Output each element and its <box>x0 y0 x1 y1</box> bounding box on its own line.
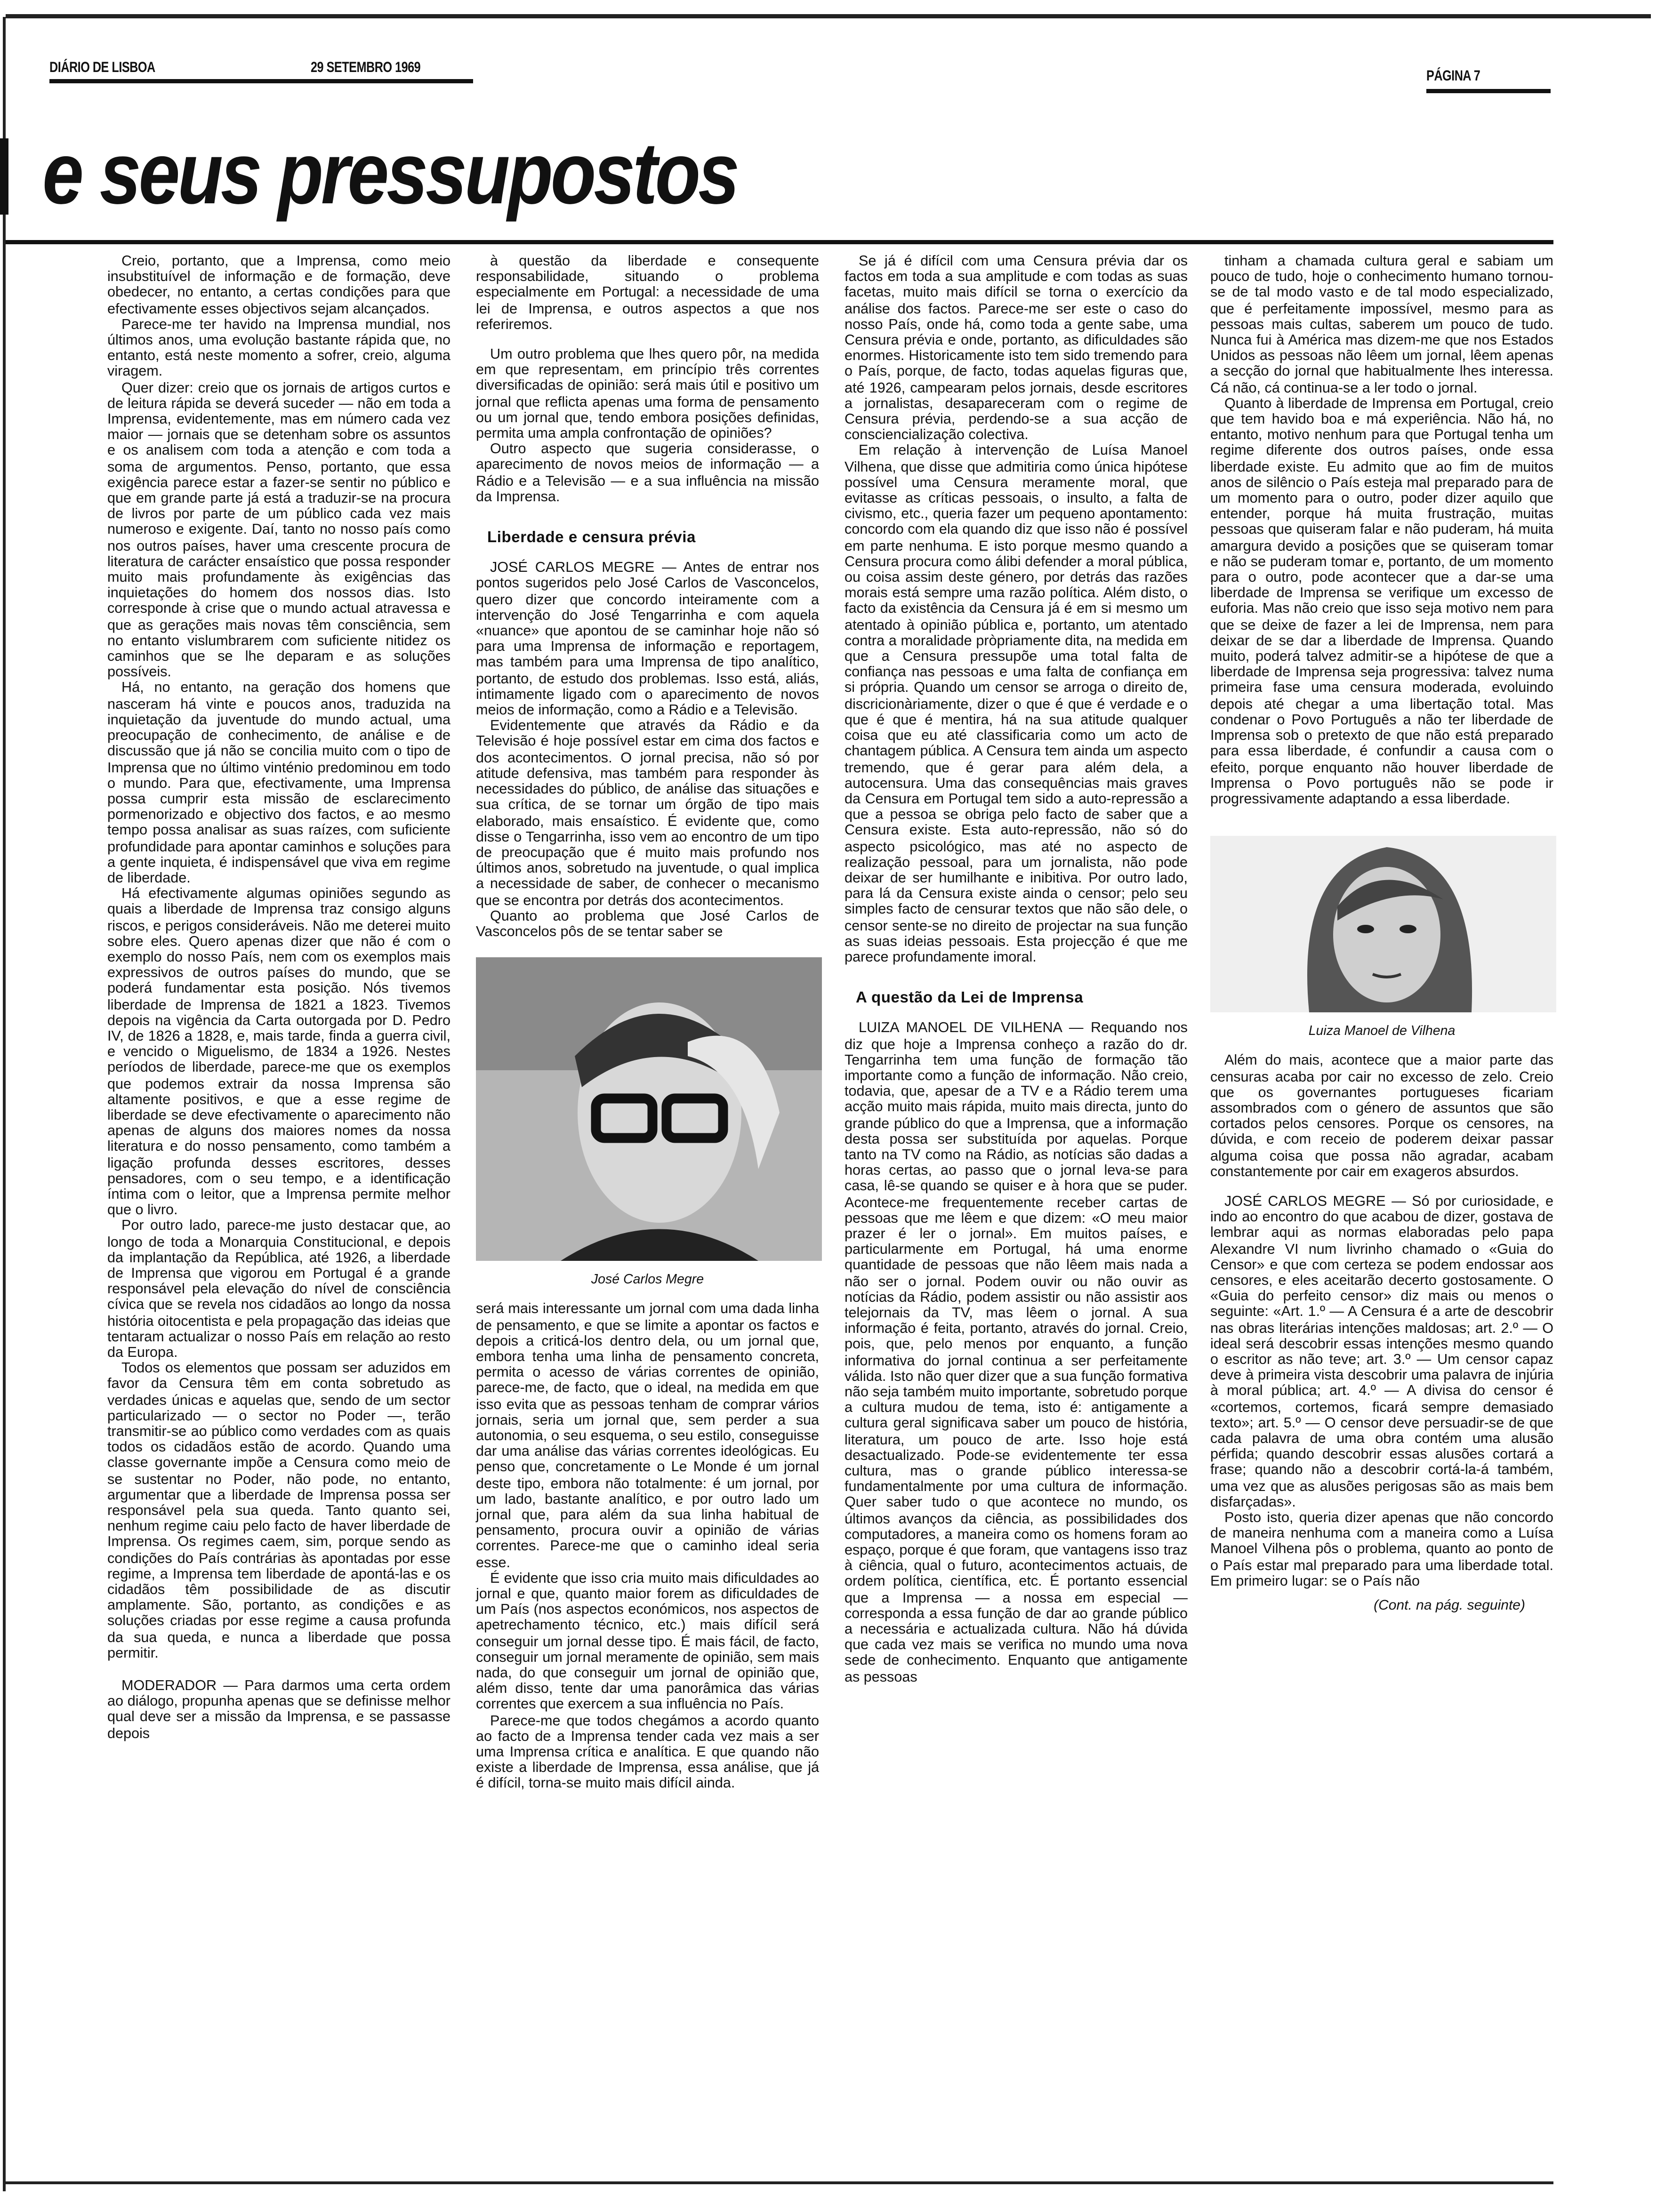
paragraph: Evidentemente que através da Rádio e da Televisão é hoje possível estar em cima dos factos e dos acontecimentos. O jornal precisa, não só por atitude defensiva, mas também para responder às necessidades do público, de análise das situações e sua crítica, de se tornar um órgão de tipo mais elaborado, mais ensaístico. É evidente que, como disse o Tengarrinha, isso vem ao encontro de um tipo de preocupação que é muito mais profundo nos últimos anos, sobretudo na juventude, o qual implica a necessidade de saber, de conhecer o mecanismo que se encontra por detrás dos acontecimentos. <box>476 719 819 909</box>
paragraph: Quanto ao problema que José Carlos de Vasconcelos pôs de se tentar saber se <box>476 909 819 940</box>
paragraph: É evidente que isso cria muito mais dificuldades ao jornal e que, quanto maior forem as dificuldades de um País (nos aspectos económicos, nos aspectos de apetrechamento técnico, etc.) mais difícil será conseguir um jornal desse tipo. É mais fácil, de facto, conseguir um jornal meramente de opinião, sem mais nada, do que conseguir um jornal de opinião que, além disso, tente dar uma panorâmica das várias correntes que exercem a sua influência no País. <box>476 1571 819 1714</box>
top-edge-rule <box>6 14 1651 18</box>
photo-jose-carlos-megre <box>476 957 822 1261</box>
portrait-man-image <box>476 957 822 1261</box>
paragraph: MODERADOR — Para darmos uma certa ordem ao diálogo, propunha apenas que se definisse melhor qual deve ser a missão da Imprensa, e se passasse depois <box>107 1679 450 1742</box>
header-underline <box>49 79 473 83</box>
paragraph: Em relação à intervenção de Luísa Manoel Vilhena, que disse que admitiria como única hipótese possível uma Censura meramente moral, que evitasse as críticas pessoais, o insulto, a falta de civismo, etc., queria fazer um pequeno apontamento: concordo com ela quando diz que isso não é possível em parte nenhuma. E isto porque mesmo quando a Censura procura como álibi defender a moral pública, ou coisa assim deste género, por detrás das razões morais está sempre uma razão política. Além disto, o facto da existência da Censura já é em si mesmo um atentado à opinião pública e, portanto, um atentado contra a moralidade pròpriamente dita, na medida em que a Censura pressupõe uma total falta de confiança nas pessoas e uma falta de confiança em si própria. Quando um censor se arroga o direito de, discricionàriamente, dizer o que é que é verdade e o que é que é mentira, há na sua atitude qualquer coisa que eu até classificaria como um acto de chantagem pública. A Censura tem ainda um aspecto tremendo, que é gerar para além dela, a autocensura. Uma das consequências mais graves da Censura em Portugal tem sido a auto-repressão a que a pessoa se obriga pelo facto de saber que a Censura existe. Esta auto-repressão, não só do aspecto psicológico, mas até no aspecto de realização pessoal, para um jornalista, não pode deixar de ser humilhante e inibitiva. Por outro lado, para lá da Censura existe ainda o censor; pelo seu simples facto de censurar textos que não são dele, o censor sente-se no direito de projectar na sua função as suas ideias pessoais. Esta projecção é que me parece profundamente imoral. <box>845 444 1188 966</box>
page-number-underline <box>1426 89 1551 93</box>
paragraph: JOSÉ CARLOS MEGRE — Antes de entrar nos pontos sugeridos pelo José Carlos de Vasconcelos, quero dizer que concordo inteiramente com a intervenção do José Tengarrinha e com aquela «nuance» que apontou de se caminhar hoje não só para uma Imprensa de informação e reportagem, mas também para uma Imprensa de tipo analítico, portanto, de estudo dos problemas. Isso está, aliás, intimamente ligado com o aparecimento de novos meios de informação, como a Rádio e a Televisão. <box>476 561 819 719</box>
paragraph: à questão da liberdade e consequente responsabilidade, situando o problema especialmente em Portugal: a necessidade de uma lei de Imprensa, e outros aspectos a que nos referiremos. <box>476 254 819 333</box>
paragraph: Além do mais, acontece que a maior parte das censuras acaba por cair no excesso de zelo. Creio que os governantes portugueses ficariam assombrados com o género de assuntos que são cortados pelos censores. Porque os censores, na dúvida, e com receio de poderem deixar passar alguma coisa que possa não agradar, acabam constantemente por cair em exageros absurdos. <box>1210 1053 1553 1180</box>
left-edge-rule <box>3 17 5 2191</box>
paragraph: tinham a chamada cultura geral e sabiam um pouco de tudo, hoje o conhecimento humano tornou-se de tal modo vasto e de tal modo especializado, que é perfeitamente impossível, mesmo para as pessoas mais cultas, saberem um pouco de tudo. Nunca fui à América mas dizem-me que nos Estados Unidos as pessoas não lêem um jornal, lêem apenas a secção do jornal que habitualmente lhes interessa. Cá não, cá continua-se a ler todo o jornal. <box>1210 254 1553 396</box>
paragraph: Parece-me que todos chegámos a acordo quanto ao facto de a Imprensa tender cada vez mais a ser uma Imprensa crítica e analítica. E que quando não existe a liberdade de Imprensa, essa análise, que já é difícil, torna-se muito mais difícil ainda. <box>476 1713 819 1793</box>
column-2 <box>476 254 819 1793</box>
bottom-rule <box>6 2181 1553 2184</box>
paragraph: Quanto à liberdade de Imprensa em Portugal, creio que tem havido boa e má experiência. Não há, no entanto, motivo nenhum para que Portugal tenha um regime diferente dos outros países, onde essa liberdade existe. Eu admito que ao fim de muitos anos de silêncio o País esteja mal preparado para de um momento para o outro, poder dizer aquilo que entender, porque há muita frustração, muitas pessoas que quiseram falar e não puderam, há muita amargura devido a posições que se quiseram tomar e não se puderam tomar e, portanto, de um momento para o outro, pode acontecer que a dar-se uma liberdade de Imprensa se verifique um excesso de euforia. Mas não creio que isso seja motivo nem para que se deixe de fazer a lei de Imprensa, nem para deixar de se dar a liberdade de Imprensa. Quando muito, poderá talvez admitir-se a hipótese de que a liberdade de Imprensa seja progressiva: talvez numa primeira fase uma censura moderada, evoluindo depois até chegar a uma libertação total. Mas condenar o Povo Português a não ter liberdade de Imprensa sob o pretexto de que não está preparado para essa liberdade, é confundir a causa com o efeito, porque enquanto não houver liberdade de Imprensa o Povo português não se pode ir progressivamente adaptando a essa liberdade. <box>1210 396 1553 808</box>
paragraph: Parece-me ter havido na Imprensa mundial, nos últimos anos, uma evolução bastante rápida que, no entanto, está neste momento a sofrer, creio, alguma viragem. <box>107 317 450 381</box>
page-number: PÁGINA 7 <box>1426 68 1480 85</box>
photo-caption: Luiza Manoel de Vilhena <box>1308 1024 1456 1040</box>
paragraph: será mais interessante um jornal com uma dada linha de pensamento, e que se limite a apontar os factos e depois a criticá-los dentro dela, ou um jornal que, embora tenha uma linha de pensamento concreta, permita o acesso de várias correntes de opinião, parece-me, de facto, que o ideal, na medida em que isso evita que as pessoas tenham de comprar vários jornais, seria um jornal que, sem perder a sua autonomia, o seu esquema, o seu estilo, conseguisse dar uma análise das várias correntes ideológicas. Eu penso que, concretamente o Le Monde é um jornal deste tipo, embora não totalmente: é um jornal, por um lado, bastante analítico, e por outro lado um jornal que, para além da sua linha habitual de pensamento, procura ouvir a opinião de várias correntes. Parece-me que o caminho ideal seria esse. <box>476 1302 819 1571</box>
subheading: A questão da Lei de Imprensa <box>856 990 1084 1007</box>
column-3 <box>845 254 1188 1686</box>
column-4 <box>1210 254 1553 1614</box>
continued-note: (Cont. na pág. seguinte) <box>1374 1598 1525 1614</box>
paragraph: Um outro problema que lhes quero pôr, na medida em que representam, em princípio três correntes diversificadas de opinião: será mais útil e positivo um jornal que reflicta apenas uma forma de pensamento ou um jornal que, tendo embora posições definidas, permita uma ampla confrontação de opiniões? <box>476 347 819 442</box>
paragraph: Há, no entanto, na geração dos homens que nasceram há vinte e poucos anos, traduzida na inquietação da juventude do mundo actual, uma preocupação de conhecimento, de análise e de discussão que já não se concilia muito com o tipo de Imprensa que no último vinténio predominou em todo o mundo. Para que, efectivamente, uma Imprensa possa cumprir esta missão de esclarecimento pormenorizado e objectivo dos factos, e ao mesmo tempo possa analisar as suas raízes, com suficiente profundidade para apontar caminhos e soluções para a gente inquieta, é indispensável que viva em regime de liberdade. <box>107 681 450 887</box>
paragraph: Há efectivamente algumas opiniões segundo as quais a liberdade de Imprensa traz consigo alguns riscos, e perigos consideráveis. Não me deterei muito sobre eles. Quero apenas dizer que não é com o exemplo do nosso País, nem com os exemplos mais expressivos de outros países do mundo, que se poderá fundamentar esta posição. Nós tivemos liberdade de Imprensa de 1821 a 1823. Tivemos depois na vigência da Carta outorgada por D. Pedro IV, de 1826 a 1828, e, mais tarde, finda a guerra civil, e vencido o Miguelismo, de 1834 a 1926. Nestes períodos de liberdade, parece-me que os exemplos que podemos extrair da nossa Imprensa são altamente positivos, e que a esse regime de liberdade se deve efectivamente o aparecimento não apenas de alguns dos maiores nomes da nossa literatura e do nosso pensamento, como também a ligação profunda desses escritores, desses pensadores, com o seu tempo, e a identificação íntima com o leitor, que a Imprensa permite melhor que o livro. <box>107 887 450 1219</box>
paragraph: JOSÉ CARLOS MEGRE — Só por curiosidade, e indo ao encontro do que acabou de dizer, gostava de lembrar aqui as normas elaboradas pelo papa Alexandre VI num livrinho chamado o «Guia do Censor» e que com certeza se podem endossar aos censores, e eles aceitarão decerto gostosamente. O «Guia do perfeito censor» diz mais ou menos o seguinte: «Art. 1.º — A Censura é a arte de descobrir nas obras literárias intenções maldosas; art. 2.º — O ideal será descobrir essas intenções mesmo quando o escritor as não teve; art. 3.º — Um censor capaz deve à primeira vista descobrir uma palavra de injúria à moral pública; art. 4.º — A divisa do censor é «cortemos, cortemos, ficará sempre demasiado texto»; art. 5.º — O censor deve persuadir-se de que cada palavra de uma obra contém uma alusão pérfida; quando descobrir essas alusões cortará a frase; quando não a descobrir cortá-la-á também, uma vez que as alusões perigosas são as mais bem disfarçadas». <box>1210 1194 1553 1511</box>
article-title: e seus pressupostos <box>42 126 737 223</box>
paragraph: Creio, portanto, que a Imprensa, como meio insubstituível de informação e de formação, deve obedecer, no entanto, a certas condições para que efectivamente esses objectivos sejam alcançados. <box>107 254 450 317</box>
paragraph: Todos os elementos que possam ser aduzidos em favor da Censura têm em conta sobretudo as verdades únicas e aquelas que, sendo de um sector particularizado — o sector no Poder —, terão transmitir-se ao público como verdades com as quais todos os cidadãos estão de acordo. Quando uma classe governante impõe a Censura como meio de se sustentar no Poder, não pode, no entanto, argumentar que a liberdade de Imprensa possa ser responsável pela sua queda. Tanto quanto sei, nenhum regime caiu pelo facto de haver liberdade de Imprensa. Os regimes caem, sim, porque sendo as condições do País contrárias às apontadas por esse regime, a Imprensa tem liberdade de apontá-las e os cidadãos têm possibilidade de as discutir amplamente. São, portanto, as condições e as soluções criadas por esse regime a causa profunda da sua queda, e nunca a liberdade que possa permitir. <box>107 1361 450 1662</box>
paragraph: Posto isto, queria dizer apenas que não concordo de maneira nenhuma com a maneira como a Luísa Manoel Vilhena pôs o problema, quanto ao ponto de o País estar mal preparado para uma liberdade total. Em primeiro lugar: se o País não <box>1210 1511 1553 1590</box>
column-1 <box>107 254 450 1742</box>
paragraph: Outro aspecto que sugeria considerasse, o aparecimento de novos meios de informação — a Rádio e a Televisão — e a sua influência na missão da Imprensa. <box>476 442 819 505</box>
title-rule <box>6 240 1553 244</box>
paragraph: Quer dizer: creio que os jornais de artigos curtos e de leitura rápida se deverá suceder — não em toda a Imprensa, evidentemente, mas em número cada vez maior — jornais que se detenham sobre os assuntos e os analisem com toda a atenção e com toda a soma de argumentos. Penso, portanto, que essa exigência parece estar a fazer-se sentir no público e que em grande parte já está a traduzir-se na procura de livros por parte de um público cada vez mais numeroso e exigente. Daí, tanto no nosso país como nos outros países, haver uma crescente procura de literatura de carácter ensaístico que possa responder muito mais profundamente às exigências das inquietações do homem dos nossos dias. Isto corresponde à crise que o mundo actual atravessa e que as gerações mais novas têm consciência, sem no entanto vislumbrarem com suficiente nitidez os caminhos que se lhe deparam e as soluções possíveis. <box>107 380 450 681</box>
paragraph: Por outro lado, parece-me justo destacar que, ao longo de toda a Monarquia Constitucional, e depois da implantação da República, até 1926, a liberdade de Imprensa que vigorou em Portugal é a grande responsável pela elevação do nível de consciência cívica que se revela nos cidadãos ao longo da nossa história oitocentista e pela propagação das ideias que tentaram actualizar o nosso País em relação ao resto da Europa. <box>107 1219 450 1362</box>
title-left-bar <box>0 138 8 215</box>
subheading: Liberdade e censura prévia <box>487 529 696 547</box>
newspaper-name: DIÁRIO DE LISBOA <box>49 59 155 76</box>
photo-caption: José Carlos Megre <box>591 1272 704 1288</box>
paragraph: Se já é difícil com uma Censura prévia dar os factos em toda a sua amplitude e com todas as suas facetas, muito mais difícil se torna o exercício da análise dos factos. Parece-me ser este o caso do nosso País, onde há, como toda a gente sabe, uma Censura prévia e onde, portanto, as dificuldades são enormes. Historicamente isto tem sido tremendo para o País, porque, de facto, todas aquelas figuras que, até 1926, campearam pelos jornais, desde escritores a jornalistas, desapareceram com o regime de Censura prévia, perdendo-se a sua acção de consciencialização colectiva. <box>845 254 1188 444</box>
paragraph: LUIZA MANOEL DE VILHENA — Requando nos diz que hoje a Imprensa conheço a razão do dr. Tengarrinha tem uma função de formação tão importante como a função de informação. Não creio, todavia, que, apesar de a TV e a Rádio terem uma acção muito mais rápida, muito mais directa, junto do grande público do que a Imprensa, que a informação desta possa ser substituída por aquelas. Porque tanto na TV como na Rádio, as notícias são dadas a horas certas, ao passo que o jornal leva-se para casa, lê-se quando se quiser e à hora que se puder. Acontece-me frequentemente receber cartas de pessoas que me lêem e que dizem: «O meu maior prazer é ler o jornal». Em muitos países, e particularmente em Portugal, há uma enorme quantidade de pessoas que não lêem mais nada a não ser o jornal. Podem ouvir ou não ouvir as notícias da Rádio, podem assistir ou não assistir aos telejornais da TV, mas lêem o jornal. A sua informação é feita, portanto, através do jornal. Creio, pois, que, pelo menos por enquanto, a função informativa do jornal continua a ser perfeitamente válida. Isto não quer dizer que a sua função formativa não seja também muito importante, sobretudo porque a cultura mudou de tema, isto é: antigamente a cultura geral significava saber um pouco de história, literatura, um pouco de arte. Isso hoje está desactualizado. Pode-se evidentemente ter essa cultura, mas o grande público interessa-se fundamentalmente por uma cultura de informação. Quer saber tudo o que acontece no mundo, os últimos avanços da ciência, as possibilidades dos computadores, a maneira como os homens foram ao espaço, porque é que foram, que vantagens isso traz à ciência, qual o futuro, acontecimentos actuais, de ordem política, científica, etc. É portanto essencial que a Imprensa — a nossa em especial — corresponda a essa função de dar ao grande público a necessária e actualizada cultura. Não há dúvida que cada vez mais se verifica no mundo uma nova sede de conhecimento. Enquanto que antigamente as pessoas <box>845 1021 1188 1686</box>
photo-luiza-manoel-de-vilhena <box>1210 836 1556 1012</box>
issue-date: 29 SETEMBRO 1969 <box>311 59 421 76</box>
portrait-woman-image <box>1210 836 1556 1012</box>
